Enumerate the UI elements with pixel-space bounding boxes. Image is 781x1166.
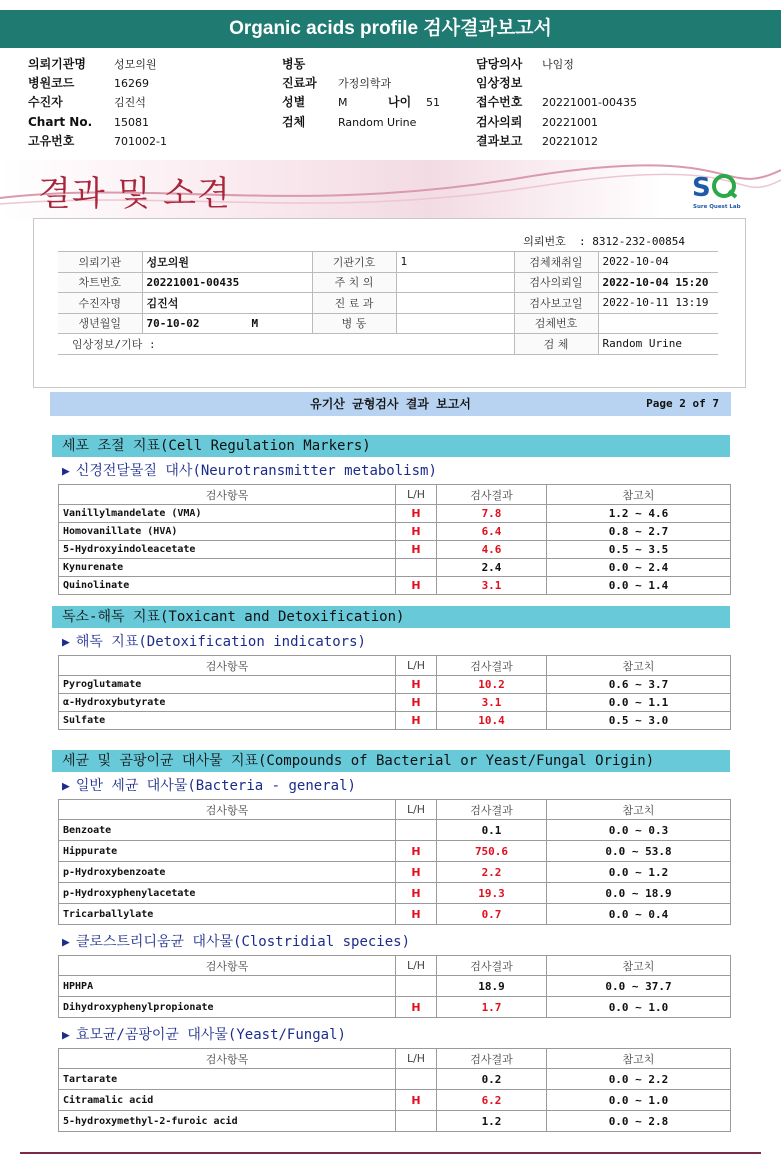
analyte-name: Kynurenate [59,559,396,577]
reference-range: 0.0 ~ 2.2 [547,1069,731,1090]
subsection-detox [62,632,366,652]
result-value: 10.2 [437,676,547,694]
col-result: 검사결과 [437,800,547,820]
subsection-title: 해독 지표(Detoxification indicators) [75,634,366,650]
table-row [59,712,731,730]
col-result: 검사결과 [437,485,547,505]
section-cell-regulation: 세포 조절 지표(Cell Regulation Markers) [52,435,730,457]
request-number [523,233,685,249]
flag: H [396,676,437,694]
result-value: 18.9 [437,976,547,997]
specimen-value: Random Urine [598,334,718,355]
flag: H [396,712,437,730]
col-item: 검사항목 [59,656,396,676]
result-value: 10.4 [437,712,547,730]
table-row [59,841,731,862]
info-key: 의뢰기관 [58,252,142,273]
reference-range: 0.6 ~ 3.7 [547,676,731,694]
table-header-row [59,800,731,820]
info-key: 검사의뢰일 [514,272,598,293]
reference-range: 0.0 ~ 0.3 [547,820,731,841]
reference-range: 0.0 ~ 18.9 [547,883,731,904]
result-value: 19.3 [437,883,547,904]
table-row [59,997,731,1018]
info-value: 2022-10-04 15:20 [598,272,718,293]
info-key: 병 동 [312,313,396,334]
flag: H [396,694,437,712]
header-value: 김진석 [114,96,146,109]
col-item: 검사항목 [59,800,396,820]
col-ref: 참고치 [547,800,731,820]
table-row [59,1111,731,1132]
analyte-name: Quinolinate [59,577,396,595]
subsection-title: 일반 세균 대사물(Bacteria - general) [75,778,356,794]
svg-text:S: S [692,173,711,203]
subsection-title: 효모균/곰팡이균 대사물(Yeast/Fungal) [75,1027,346,1043]
analyte-name: Pyroglutamate [59,676,396,694]
info-value [598,313,718,334]
reference-range: 0.0 ~ 1.0 [547,997,731,1018]
subsection-clostridial [62,932,410,952]
subsection-title: 신경전달물질 대사(Neurotransmitter metabolism) [75,463,437,479]
analyte-name: HPHPA [59,976,396,997]
table-row [59,505,731,523]
info-row [58,334,718,355]
header-label: 병동 [282,57,306,71]
col-ref: 참고치 [547,1049,731,1069]
info-value [142,313,312,334]
analyte-name: Vanillylmandelate (VMA) [59,505,396,523]
info-key: 수진자명 [58,293,142,314]
table-row [59,694,731,712]
analyte-name: 5-Hydroxyindoleacetate [59,541,396,559]
header-label: 검체 [282,115,306,129]
header-label: 성별 [282,95,306,109]
table-row [59,862,731,883]
col-lh: L/H [396,656,437,676]
flag [396,1111,437,1132]
header-value: 16269 [114,77,149,90]
analyte-name: Dihydroxyphenylpropionate [59,997,396,1018]
footer-divider [20,1152,761,1154]
header-value: 20221001 [542,116,598,129]
page-indicator: Page 2 of 7 [646,397,719,410]
section-bacterial-fungal: 세균 및 곰팡이균 대사물 지표(Compounds of Bacterial or Yeast/Fungal Origin) [52,750,730,772]
reference-range: 0.0 ~ 53.8 [547,841,731,862]
result-value: 0.2 [437,1069,547,1090]
triangle-icon: ▶ [62,1028,70,1043]
request-info-table [58,251,718,355]
table-row [59,523,731,541]
triangle-icon: ▶ [62,635,70,650]
reference-range: 0.0 ~ 37.7 [547,976,731,997]
sex-value: M [251,316,259,330]
result-value: 4.6 [437,541,547,559]
report-title-bar [50,392,731,416]
info-key: 진 료 과 [312,293,396,314]
header-label: 검사의뢰 [476,115,523,129]
triangle-icon: ▶ [62,935,70,950]
request-info-box [33,218,746,388]
flag: H [396,862,437,883]
analyte-name: p-Hydroxybenzoate [59,862,396,883]
header-label: 병원코드 [28,76,75,90]
col-ref: 참고치 [547,956,731,976]
results-table-neurotransmitter [58,484,731,595]
header-label: 접수번호 [476,95,523,109]
result-value: 3.1 [437,577,547,595]
flag [396,976,437,997]
clinical-info-label: 임상정보/기타 : [58,334,514,355]
reference-range: 0.0 ~ 0.4 [547,904,731,925]
info-key: 차트번호 [58,272,142,293]
flag: H [396,904,437,925]
table-row [59,541,731,559]
table-row [59,676,731,694]
info-value: 성모의원 [142,252,312,273]
subsection-title: 클로스트리디움균 대사물(Clostridial species) [75,934,411,950]
info-value [396,313,514,334]
info-row [58,293,718,314]
info-key: 검체번호 [514,313,598,334]
header-label: Chart No. [28,115,93,129]
table-row [59,820,731,841]
analyte-name: Benzoate [59,820,396,841]
flag: H [396,997,437,1018]
result-value: 750.6 [437,841,547,862]
section-toxicant: 독소-해독 지표(Toxicant and Detoxification) [52,606,730,628]
col-result: 검사결과 [437,956,547,976]
result-value: 2.2 [437,862,547,883]
flag: H [396,541,437,559]
reference-range: 0.0 ~ 1.4 [547,577,731,595]
reference-range: 1.2 ~ 4.6 [547,505,731,523]
header-label: 의뢰기관명 [28,57,86,71]
col-result: 검사결과 [437,1049,547,1069]
info-row [58,313,718,334]
result-value: 0.1 [437,820,547,841]
request-number-value: : 8312-232-00854 [579,235,685,248]
info-value: 2022-10-04 [598,252,718,273]
triangle-icon: ▶ [62,464,70,479]
subsection-neurotransmitter [62,461,437,481]
col-lh: L/H [396,1049,437,1069]
reference-range: 0.0 ~ 1.0 [547,1090,731,1111]
result-value: 1.7 [437,997,547,1018]
flag [396,1069,437,1090]
subsection-yeast-fungal [62,1025,346,1045]
table-row [59,559,731,577]
analyte-name: Homovanillate (HVA) [59,523,396,541]
header-label: 고유번호 [28,134,75,148]
analyte-name: p-Hydroxyphenylacetate [59,883,396,904]
info-key: 검 체 [514,334,598,355]
info-key: 생년월일 [58,313,142,334]
results-table-bacteria [58,799,731,925]
info-key: 기관기호 [312,252,396,273]
header-label: 결과보고 [476,134,523,148]
report-title: Organic acids profile 검사결과보고서 [0,10,781,48]
flag: H [396,883,437,904]
analyte-name: 5-hydroxymethyl-2-furoic acid [59,1111,396,1132]
analyte-name: Sulfate [59,712,396,730]
info-row [58,272,718,293]
reference-range: 0.5 ~ 3.5 [547,541,731,559]
header-value: 20221001-00435 [542,96,637,109]
header-label: 담당의사 [476,57,523,71]
sq-logo [690,170,742,210]
info-value: 1 [396,252,514,273]
reference-range: 0.0 ~ 2.8 [547,1111,731,1132]
header-label: 진료과 [282,76,317,90]
reference-range: 0.0 ~ 1.2 [547,862,731,883]
col-lh: L/H [396,800,437,820]
age-label: 나이 [388,95,412,109]
result-value: 2.4 [437,559,547,577]
table-row [59,904,731,925]
col-item: 검사항목 [59,956,396,976]
header-value: 15081 [114,116,149,129]
result-value: 6.2 [437,1090,547,1111]
table-row [59,883,731,904]
reference-range: 0.5 ~ 3.0 [547,712,731,730]
reference-range: 0.0 ~ 2.4 [547,559,731,577]
flag: H [396,505,437,523]
col-lh: L/H [396,485,437,505]
info-key: 주 치 의 [312,272,396,293]
analyte-name: Citramalic acid [59,1090,396,1111]
result-value: 3.1 [437,694,547,712]
header-value: M [338,96,348,109]
table-row [59,976,731,997]
flag: H [396,577,437,595]
info-key: 검사보고일 [514,293,598,314]
table-row [59,577,731,595]
col-item: 검사항목 [59,1049,396,1069]
result-heading: 결과 및 소견 [38,174,231,214]
header-label: 수진자 [28,95,63,109]
col-lh: L/H [396,956,437,976]
table-row [59,1090,731,1111]
triangle-icon: ▶ [62,779,70,794]
header-value: 701002-1 [114,135,167,148]
table-header-row [59,656,731,676]
col-ref: 참고치 [547,656,731,676]
header-value: 20221012 [542,135,598,148]
result-value: 7.8 [437,505,547,523]
header-value: 가정의학과 [338,77,392,90]
flag [396,820,437,841]
result-value: 6.4 [437,523,547,541]
info-value: 20221001-00435 [142,272,312,293]
table-header-row [59,956,731,976]
age-value: 51 [426,96,440,109]
header-value: 나임정 [542,58,574,71]
table-header-row [59,485,731,505]
info-value: 2022-10-11 13:19 [598,293,718,314]
patient-header [0,55,781,153]
flag: H [396,1090,437,1111]
reference-range: 0.8 ~ 2.7 [547,523,731,541]
analyte-name: Tricarballylate [59,904,396,925]
reference-range: 0.0 ~ 1.1 [547,694,731,712]
info-value [396,293,514,314]
report-subtitle: 유기산 균형검사 결과 보고서 [310,397,471,411]
analyte-name: Tartarate [59,1069,396,1090]
subsection-bacteria [62,776,356,796]
analyte-name: α-Hydroxybutyrate [59,694,396,712]
header-value: Random Urine [338,116,417,129]
results-table-detox [58,655,731,730]
info-row [58,252,718,273]
flag: H [396,841,437,862]
col-ref: 참고치 [547,485,731,505]
col-result: 검사결과 [437,656,547,676]
analyte-name: Hippurate [59,841,396,862]
header-value: 성모의원 [114,58,157,71]
table-header-row [59,1049,731,1069]
info-value [396,272,514,293]
results-table-yeast [58,1048,731,1132]
request-number-label: 의뢰번호 [523,235,566,248]
svg-text:Sure Quest Lab: Sure Quest Lab [693,204,741,210]
results-table-clostridial [58,955,731,1018]
info-key: 검체채취일 [514,252,598,273]
col-item: 검사항목 [59,485,396,505]
flag [396,559,437,577]
table-row [59,1069,731,1090]
flag: H [396,523,437,541]
info-value: 김진석 [142,293,312,314]
birth-date: 70-10-02 [146,316,200,330]
result-value: 1.2 [437,1111,547,1132]
result-value: 0.7 [437,904,547,925]
header-label: 임상정보 [476,76,523,90]
